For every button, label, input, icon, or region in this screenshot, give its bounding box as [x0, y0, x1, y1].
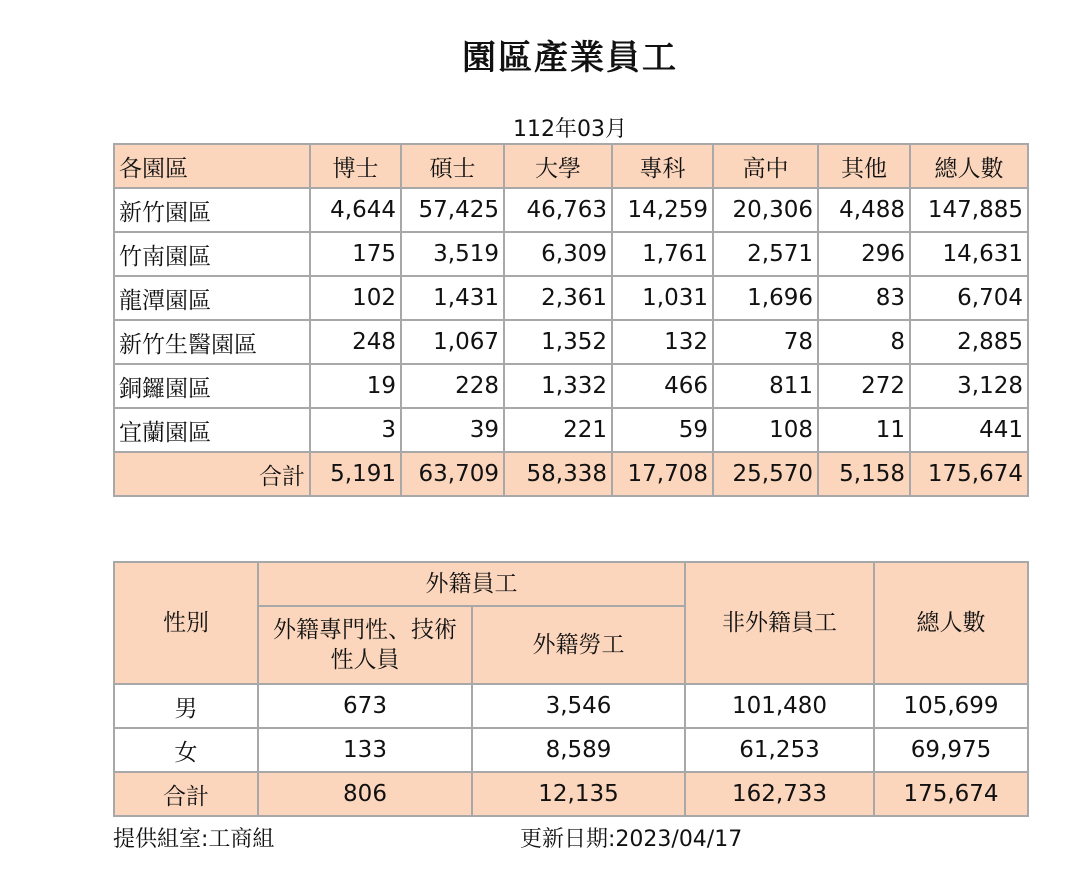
period-label: 112年03月: [513, 117, 627, 142]
column-header: 非外籍員工: [685, 562, 874, 684]
gender-header-row: [114, 562, 1028, 606]
column-header: 外籍員工: [258, 562, 685, 606]
table-cell: 58,338: [504, 452, 612, 496]
table-cell: 1,761: [612, 232, 713, 276]
table-cell: 272: [818, 364, 910, 408]
table-row: [114, 320, 1028, 364]
table-cell: 8,589: [472, 728, 685, 772]
table-cell: 175: [310, 232, 401, 276]
table-cell: 3,128: [910, 364, 1028, 408]
table-row: [114, 364, 1028, 408]
table-cell: 46,763: [504, 188, 612, 232]
table-cell: 25,570: [713, 452, 818, 496]
total-label: 合計: [114, 452, 310, 496]
table-cell: 1,031: [612, 276, 713, 320]
table-row: [114, 188, 1028, 232]
column-header: 大學: [504, 144, 612, 188]
table-cell: 101,480: [685, 684, 874, 728]
table-cell: 2,361: [504, 276, 612, 320]
table-cell: 806: [258, 772, 472, 816]
table-cell: 296: [818, 232, 910, 276]
park-name: 新竹園區: [114, 188, 310, 232]
table-cell: 57,425: [401, 188, 504, 232]
park-name: 銅鑼園區: [114, 364, 310, 408]
column-header: 總人數: [874, 562, 1028, 684]
table-cell: 673: [258, 684, 472, 728]
column-header: 外籍專門性、技術性人員: [258, 606, 472, 684]
table-cell: 8: [818, 320, 910, 364]
table-cell: 228: [401, 364, 504, 408]
table-cell: 441: [910, 408, 1028, 452]
column-header: 高中: [713, 144, 818, 188]
table-cell: 1,067: [401, 320, 504, 364]
total-row: [114, 772, 1028, 816]
column-header: 碩士: [401, 144, 504, 188]
table-row: [114, 408, 1028, 452]
total-label: 合計: [114, 772, 258, 816]
table-cell: 1,696: [713, 276, 818, 320]
gender-label: 女: [114, 728, 258, 772]
table-cell: 221: [504, 408, 612, 452]
table-cell: 69,975: [874, 728, 1028, 772]
gender-label: 男: [114, 684, 258, 728]
column-header: 博士: [310, 144, 401, 188]
table-cell: 2,571: [713, 232, 818, 276]
table-cell: 61,253: [685, 728, 874, 772]
table-cell: 14,259: [612, 188, 713, 232]
table-cell: 133: [258, 728, 472, 772]
table-cell: 132: [612, 320, 713, 364]
table-cell: 1,352: [504, 320, 612, 364]
table-cell: 19: [310, 364, 401, 408]
table-cell: 83: [818, 276, 910, 320]
table-cell: 12,135: [472, 772, 685, 816]
table-cell: 4,644: [310, 188, 401, 232]
table-cell: 162,733: [685, 772, 874, 816]
table-cell: 4,488: [818, 188, 910, 232]
column-header: 各園區: [114, 144, 310, 188]
table-cell: 5,191: [310, 452, 401, 496]
table-cell: 466: [612, 364, 713, 408]
table-cell: 78: [713, 320, 818, 364]
update-date: 更新日期:2023/04/17: [520, 827, 743, 852]
column-header: 性別: [114, 562, 258, 684]
table-row: [114, 684, 1028, 728]
table-row: [114, 276, 1028, 320]
table-row: [114, 232, 1028, 276]
park-name: 龍潭園區: [114, 276, 310, 320]
table-cell: 147,885: [910, 188, 1028, 232]
column-header: 總人數: [910, 144, 1028, 188]
page-title: 園區產業員工: [462, 38, 678, 78]
table-cell: 14,631: [910, 232, 1028, 276]
table-cell: 20,306: [713, 188, 818, 232]
table-cell: 248: [310, 320, 401, 364]
table-cell: 6,309: [504, 232, 612, 276]
education-table: [113, 143, 1029, 497]
column-header: 專科: [612, 144, 713, 188]
table-cell: 3,546: [472, 684, 685, 728]
table-cell: 2,885: [910, 320, 1028, 364]
park-name: 新竹生醫園區: [114, 320, 310, 364]
table-row: [114, 728, 1028, 772]
provider-note: 提供組室:工商組: [113, 827, 275, 852]
table-cell: 811: [713, 364, 818, 408]
table-cell: 6,704: [910, 276, 1028, 320]
table-cell: 1,431: [401, 276, 504, 320]
column-header: 其他: [818, 144, 910, 188]
table-cell: 39: [401, 408, 504, 452]
table-cell: 3: [310, 408, 401, 452]
table-cell: 102: [310, 276, 401, 320]
park-name: 竹南園區: [114, 232, 310, 276]
table-cell: 175,674: [874, 772, 1028, 816]
table-cell: 3,519: [401, 232, 504, 276]
table-cell: 105,699: [874, 684, 1028, 728]
park-name: 宜蘭園區: [114, 408, 310, 452]
column-header: 外籍勞工: [472, 606, 685, 684]
table-cell: 1,332: [504, 364, 612, 408]
table-cell: 5,158: [818, 452, 910, 496]
table-cell: 63,709: [401, 452, 504, 496]
table-cell: 59: [612, 408, 713, 452]
education-header-row: [114, 144, 1028, 188]
table-cell: 175,674: [910, 452, 1028, 496]
total-row: [114, 452, 1028, 496]
table-cell: 108: [713, 408, 818, 452]
table-cell: 17,708: [612, 452, 713, 496]
gender-table: [113, 561, 1029, 817]
table-cell: 11: [818, 408, 910, 452]
